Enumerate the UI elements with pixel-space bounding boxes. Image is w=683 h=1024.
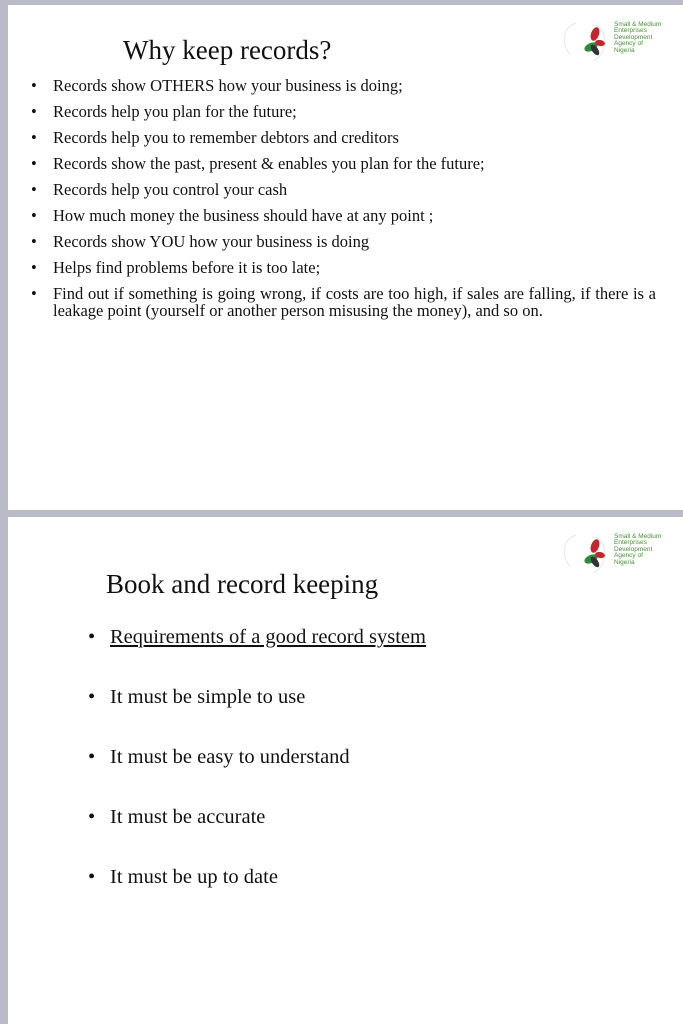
bullet: • <box>31 180 37 199</box>
list-item-text: How much money the business should have at any point ; <box>53 206 434 225</box>
smedan-logo-text: Small & Medium Enterprises Development Agency of Nigeria <box>614 533 662 566</box>
list-item <box>86 865 606 925</box>
list-item-text: It must be up to date <box>110 866 278 888</box>
bullet: • <box>88 806 96 828</box>
bullet: • <box>88 686 96 708</box>
list-item <box>26 77 656 94</box>
list-item <box>26 285 656 319</box>
list-item <box>86 745 606 805</box>
list-item-text: Find out if something is going wrong, if costs are too high, if sales are falling, if there is a leakage point (yourself or another person misusing the money), and so on. <box>53 284 656 320</box>
bullet: • <box>88 746 96 768</box>
slide-title: Book and record keeping <box>106 569 379 599</box>
bullet: • <box>31 232 37 251</box>
list-item-text: Records show the past, present & enables you plan for the future; <box>53 154 485 173</box>
list-item <box>26 259 656 276</box>
list-item-text: It must be easy to understand <box>110 746 350 768</box>
list-item-text: Records help you to remember debtors and creditors <box>53 128 399 147</box>
bullet: • <box>88 626 96 648</box>
list-item-text: Records help you plan for the future; <box>53 102 297 121</box>
smedan-logo <box>556 531 676 577</box>
list-item <box>86 625 606 685</box>
list-heading: Requirements of a good record system <box>110 626 426 648</box>
smedan-logo-icon <box>556 19 614 65</box>
requirements-list <box>86 625 606 925</box>
list-item <box>26 129 656 146</box>
list-item <box>26 155 656 172</box>
list-item <box>26 207 656 224</box>
list-item <box>86 805 606 865</box>
list-item <box>26 233 656 250</box>
bullet: • <box>31 76 37 95</box>
list-item-text: It must be accurate <box>110 806 266 828</box>
bullet: • <box>31 128 37 147</box>
smedan-logo-text: Small & Medium Enterprises Development Agency of Nigeria <box>614 21 662 54</box>
list-item-text: Records show OTHERS how your business is doing; <box>53 76 403 95</box>
list-item <box>26 181 656 198</box>
bullet: • <box>31 154 37 173</box>
bullet: • <box>31 206 37 225</box>
bullet: • <box>31 102 37 121</box>
slide-book-and-record-keeping <box>8 517 683 1024</box>
slide-why-keep-records <box>8 5 683 510</box>
bullet: • <box>31 258 37 277</box>
slide-title: Why keep records? <box>123 35 332 65</box>
smedan-logo <box>556 19 676 65</box>
list-item-text: Records show YOU how your business is doing <box>53 232 370 251</box>
list-item-text: Records help you control your cash <box>53 180 288 199</box>
list-item-text: It must be simple to use <box>110 686 306 708</box>
bullet: • <box>88 866 96 888</box>
reasons-list <box>26 77 656 328</box>
list-item-text: Helps find problems before it is too late; <box>53 258 321 277</box>
list-item <box>86 685 606 745</box>
smedan-logo-icon <box>556 531 614 577</box>
list-item <box>26 103 656 120</box>
bullet: • <box>31 284 37 303</box>
